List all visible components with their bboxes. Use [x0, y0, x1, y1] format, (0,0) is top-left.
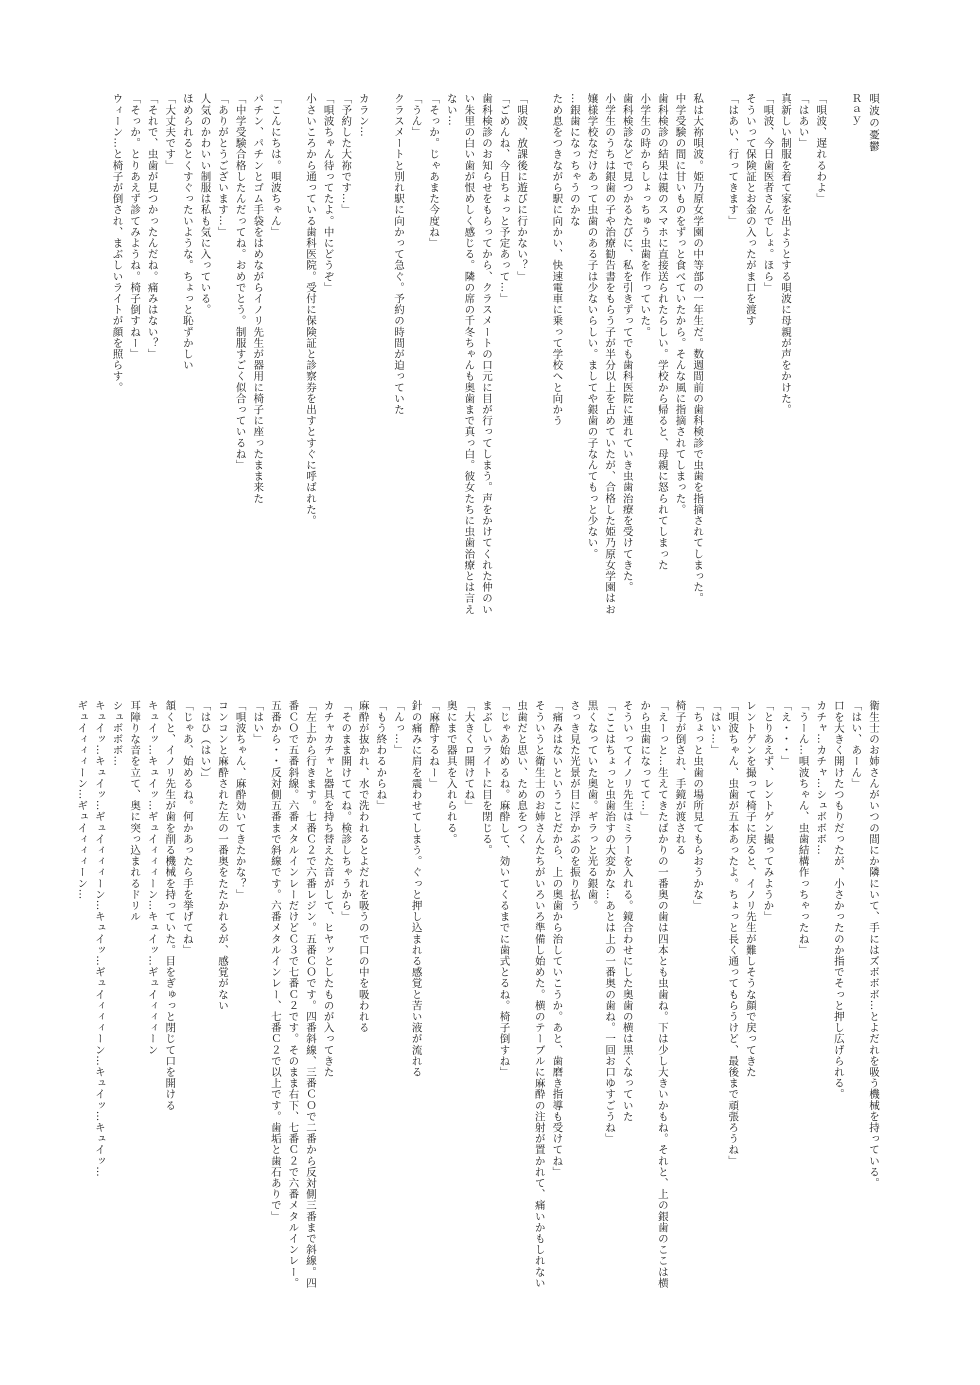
text-line: 「痛みはないということだから、上の奥歯から治していこうか。あと、歯磨き指導も受けてね」 — [551, 700, 564, 1178]
text-line: 私は大祢唄波。姫乃原女学園の中等部の一年生だ。数週間前の歯科検診で虫歯を指摘されてしまった。 — [692, 93, 705, 604]
text-line: 麻酔が抜かれ、水で洗われるとよだれを吸うので口の中を吸われる — [357, 700, 370, 1033]
text-line: 「左上から行きます。七番Ｃ２で六番レジン。五番ＣＯです。四番斜線、三番ＣＯで二番から反対側三番まで斜線。四番ＣＯで五番斜線。六番メタルインレーだけどＣ３で七番Ｃ２です。そのまま右下、七番Ｃ２で六番メタルインレー。五番から・・反対側五番まで斜線です。六番メタルインレー、七番Ｃ２で以上です。歯垢と歯石ありで」 — [269, 700, 317, 1289]
text-line: 「大きくロ開けてね」 — [463, 700, 476, 811]
text-line: 小学生のうちは銀歯の子や治療勧告書をもらう子が半分以上を占めていたが、合格した姫乃原女学園はお嬢様学校なだけあって虫歯のある子は少ないらしい。ましてや銀歯の子なんてもっと少ない。 — [586, 93, 617, 615]
text-line: 「予約した大祢です…」 — [340, 93, 353, 216]
text-line: カラン… — [357, 93, 370, 138]
text-line: カチャカチャと器具を持ち替えた音がして、ヒヤッとしたものが入ってきた — [322, 700, 335, 1078]
text-line: ウィーン…と椅子が倒され、まぶしいライトが顔を照らす。 — [111, 93, 124, 393]
text-line: 「ありがとうございます…」 — [217, 93, 230, 238]
text-line: 「唄波ちゃん待ってたよ。中にどうぞ」 — [322, 93, 335, 293]
text-line: 「ちょっと虫歯の場所見てもらおうかな」 — [692, 700, 705, 911]
text-line: そういってイノリ先生はミラーを入れる。鏡合わせにした奥歯の横は黒くなっていた — [621, 700, 634, 1122]
text-line: 真新しい制服を着て家を出ようとする唄波に母親が声をかけた。 — [780, 93, 793, 415]
text-line: クラスメートと別れ駅に向かって急ぐ。予約の時間が迫っていた — [392, 93, 405, 415]
text-line: 「麻酔するねー」 — [428, 700, 441, 789]
text-line: ギュイィィィーン…ギュイィィィーン… — [76, 700, 89, 900]
text-line: コンコンと麻酔された左の一番奥をたたかれるが、感覚がない — [217, 700, 230, 1011]
text-line: 「唄波ちゃん、麻酔効いてきたかな？」 — [234, 700, 247, 900]
text-line: 「唄波ちゃん、虫歯が五本あったよ。ちょっと長く通ってもらうけど、最後まで頑張ろうね」 — [727, 700, 740, 1167]
text-line: 「唄波、遅れるわよ」 — [815, 93, 828, 204]
text-line: …銀歯になっちゃうのかな — [568, 93, 581, 227]
text-line: 「中学受験合格したんだってね。おめでとう。制服すごく似合っているね」 — [234, 93, 247, 471]
blank-line — [530, 93, 548, 618]
text-line: 歯科検診の結果は親のスマホに直接送られたらしい。学校から帰ると、母親に怒られてしまった — [656, 93, 669, 571]
text-line: 小学生の時からしょっちゅう虫歯を作っていた。 — [639, 93, 652, 338]
text-line: 「とりあえず、レントゲン撮ってみようか」 — [762, 700, 775, 922]
text-line: 「はい」 — [252, 700, 265, 745]
text-line: 「はあい」 — [797, 93, 810, 149]
text-line: 「そっか。とりあえず診てみようね。椅子倒すねー」 — [129, 93, 142, 360]
text-line: カチャ…カチャ…シュボボボ… — [815, 700, 828, 856]
text-line: 「じゃあ、始めるね。何かあったら手を挙げてね」 — [181, 700, 194, 956]
text-line: 口を大きく開けたつもりだったが、小さかったのか指でそっと押し広げられる。 — [832, 700, 845, 1100]
text-line: 「こんにちは。唄波ちゃん」 — [269, 93, 282, 238]
text-line: 歯科検診などで見つかるたびに、私を引きずってでも歯科医院に連れていき虫歯治療を受けてきた。 — [621, 93, 634, 593]
text-line: 「はい、あーん」 — [850, 700, 863, 789]
text-line: キュイッ…キュイッ…ギュイィィィーン…キュイッ…ギュイィィィーン — [146, 700, 159, 1056]
text-line: 針の痛みに肩を震わせてしまう。ぐっと押し込まれる感覚と苦い液が流れる — [410, 700, 423, 1078]
text-line: 「えーっと…生えてきたばかりの一番奥の歯は四本とも虫歯ね。下は少し大きいかもね。それと、上の銀歯のここは横から虫歯になってて…」 — [639, 700, 669, 1289]
story-upper-section — [92, 93, 882, 618]
story-title: 唄波の憂鬱 — [868, 93, 880, 153]
text-line: 奥にまで器具を入れられる。 — [445, 700, 458, 845]
text-line: レントゲンを撮って椅子に戻ると、イノリ先生が難しそうな顔で戻ってきた — [744, 700, 757, 1078]
text-line: 「唄波、放課後に遊びに行かない？」 — [516, 93, 529, 282]
text-line: 「はあい、行ってきます」 — [727, 93, 740, 227]
author-name: Ｒａｙ — [850, 93, 863, 127]
text-line: 「うーん…唄波ちゃん、虫歯結構作っちゃったね」 — [797, 700, 810, 956]
text-line: さっき見た光景が目に浮かぶのを振り払う — [568, 700, 581, 911]
text-line: 小さいころから通っている歯科医院。受付に保険証と診察券を出すとすぐに呼ばれた。 — [305, 93, 317, 526]
text-line: 「もう終わるからね」 — [375, 700, 388, 811]
story-lower-section — [76, 700, 882, 1290]
text-line: ほめられるとくすぐったいような。ちょっと恥ずかしい — [181, 93, 194, 371]
text-line: 黒くなっていた奥歯。ギラっと光る銀歯。 — [586, 700, 599, 911]
blank-line — [284, 93, 302, 618]
text-line: シュボボボ… — [111, 700, 124, 767]
text-line: 耳障りな音を立て、奥に突っ込まれるドリル — [129, 700, 142, 922]
text-line: 「ごめんね、今日ちょっと予定あって…」 — [498, 93, 511, 304]
text-line: 「それで、虫歯が見つかったんだね。痛みはない？」 — [146, 93, 159, 360]
blank-line — [706, 93, 724, 618]
text-line: 「え・・・」 — [780, 700, 793, 767]
text-line: ため息をつきながら駅に向かい、快速電車に乗って学校へと向かう — [551, 93, 564, 426]
text-line: パチン、パチンとゴム手袋をはめながらイノリ先生が器用に椅子に座ったまま来た — [252, 93, 265, 504]
text-line: 「んっ…」 — [392, 700, 405, 756]
text-line: 人気のかわいい制服は私も気に入っている。 — [199, 93, 212, 315]
text-line: 「大丈夫です」 — [164, 93, 177, 171]
text-line: 「はい…」 — [709, 700, 722, 756]
text-line: 「じゃあ始めるね。麻酔して、効いてくるまでに歯式とるね。椅子倒すね」 — [498, 700, 511, 1078]
text-line: 「はひ（はい）」 — [199, 700, 212, 784]
text-line: 「唄波、今日歯医者さんでしょ。ほら」 — [762, 93, 775, 293]
text-line: 頷くと、イノリ先生が歯を削る機械を持っていた。目をぎゅっと閉じて口を開ける — [164, 700, 177, 1111]
text-line: 「そっか。じゃあまた今度ね」 — [428, 93, 441, 249]
text-line: 「そのまま開けててね。検診しちゃうから」 — [340, 700, 353, 922]
text-line: 衛生士のお姉さんがいつの間にか隣にいて、手にはズボボボ…とよだれを吸う機械を持っている。 — [868, 700, 880, 1189]
blank-line — [829, 93, 847, 618]
text-line: 「うん」 — [410, 93, 423, 138]
blank-line — [372, 93, 390, 618]
text-line: 歯科検診のお知らせをもらってから、クラスメートの口元に目が行ってしまう。声をかけてくれた仲のいい朱里の白い歯が恨めしく感じる。隣の席の千冬ちゃんも奥歯まで真っ白。彼女たちに虫歯治療とは言えない… — [445, 93, 493, 615]
text-line: そういって保険証とお金の入ったがま口を渡す — [744, 93, 757, 327]
text-line: そういうと衛生士のお姉さんたちがいろいろ準備し始めた。横のテーブルに麻酔の注射が置かれて、痛いかもしれない虫歯だと思い、ため息をつく — [516, 700, 546, 1289]
text-line: キュイッ…キュイッ…ギュイィィィーン…キュイッ…ギュイィィィーン…キュイッ…キュイッ… — [93, 700, 106, 1178]
text-line: 「ここはちょっと虫歯治すの大変かな…あとは上の一番奥の歯ね。一回お口ゆすごうね」 — [604, 700, 617, 1144]
text-line: まぶしいライトに目を閉じる。 — [480, 700, 493, 856]
text-line: 椅子が倒され、手鏡が渡される — [674, 700, 687, 856]
text-line: 中学受験の間に甘いものをずっと食べていたから。そんな風に指摘されてしまった。 — [674, 93, 687, 515]
